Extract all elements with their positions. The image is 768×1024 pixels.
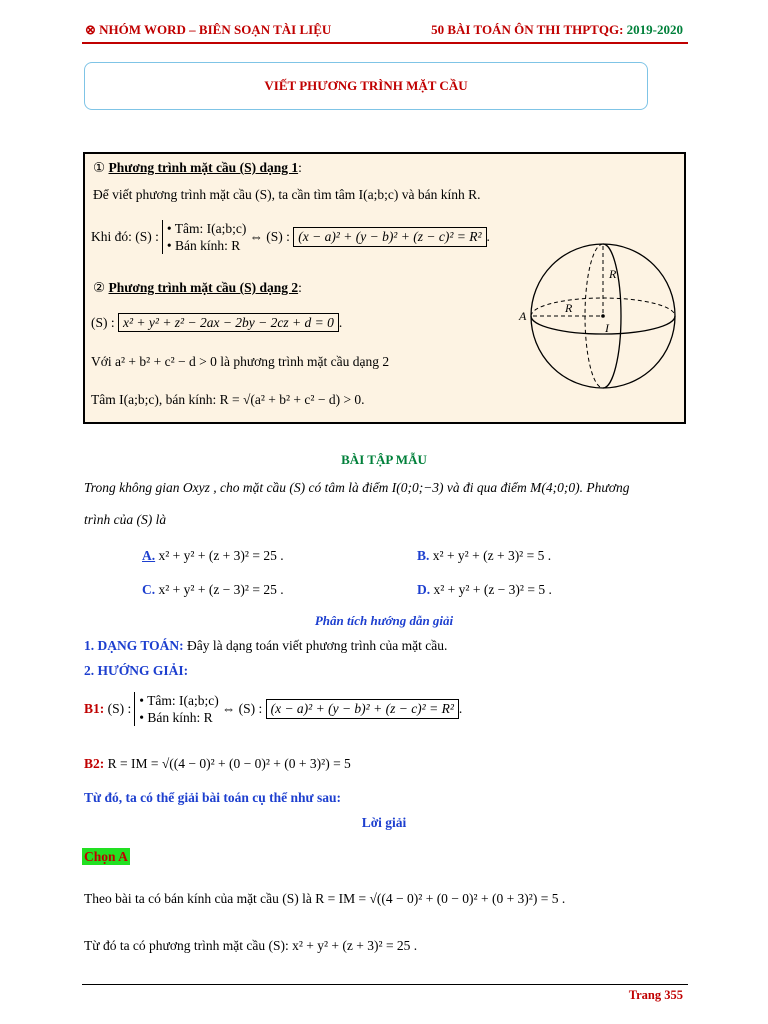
label-a: A [519, 309, 527, 323]
analysis-heading: Phân tích hướng dẫn giải [314, 613, 454, 628]
option-b[interactable] [417, 548, 551, 564]
form2-equation: x² + y² + z² − 2ax − 2by − 2cz + d = 0 [118, 313, 339, 332]
equator-front [531, 316, 675, 334]
form1-heading: Phương trình mặt cầu (S) dạng 1 [108, 160, 299, 175]
header-year: 2019-2020 [626, 22, 683, 37]
type-line [84, 638, 447, 654]
problem-line2: trình của (S) là [84, 512, 167, 527]
solution-heading: Lời giải [361, 815, 407, 830]
khi-do-label: Khi đó: (S) : [91, 229, 159, 244]
option-c-text: x² + y² + (z − 3)² = 25 . [158, 582, 284, 597]
type-text: Đây là dạng toán viết phương trình của mặt cầu. [183, 638, 448, 653]
b2-text: R = IM = √((4 − 0)² + (0 − 0)² + (0 + 3)²) = 5 [107, 756, 351, 771]
label-i: I [605, 321, 609, 335]
option-b-text: x² + y² + (z + 3)² = 5 . [432, 548, 552, 563]
equiv-label: ⇔ (S) : [249, 229, 290, 244]
b1-radius: • Bán kính: R [139, 710, 213, 725]
option-d-text: x² + y² + (z − 3)² = 5 . [433, 582, 552, 597]
center-point [601, 314, 605, 318]
form2-number: ② [93, 280, 106, 295]
form1-system: Khi đó: (S) : • Tâm: I(a;b;c) • Bán kính: R ⇔ (S) : (x − a)² + (y − b)² + (z − c)² = R² . [91, 221, 490, 253]
b1-line: B1: (S) : • Tâm: I(a;b;c) • Bán kính: R ⇔ (S) : (x − a)² + (y − b)² + (z − c)² = R² . [84, 693, 463, 725]
form1-line1: Để viết phương trình mặt cầu (S), ta cần tìm tâm I(a;b;c) và bán kính R. [93, 187, 481, 202]
form2-heading-line: ② Phương trình mặt cầu (S) dạng 2: [93, 280, 302, 295]
page-title: VIẾT PHƯƠNG TRÌNH MẶT CẦU [84, 62, 648, 110]
header-divider [82, 42, 688, 44]
label-r-horizontal: R [565, 301, 573, 315]
approach-label: 2. HƯỚNG GIẢI: [84, 663, 189, 678]
b1-label: B1: [84, 701, 105, 716]
header-right-prefix: 50 BÀI TOÁN ÔN THI THPTQG: [431, 22, 624, 37]
b1-center: • Tâm: I(a;b;c) [139, 693, 219, 708]
form1-equation: (x − a)² + (y − b)² + (z − c)² = R² [293, 227, 486, 247]
b1-equiv: ⇔ (S) : [221, 701, 263, 716]
conclusion: Từ đó, ta có thể giải bài toán cụ thể như sau: [84, 790, 341, 805]
option-c[interactable] [142, 582, 284, 598]
example-heading: BÀI TẬP MẪU [341, 452, 427, 467]
option-d-label: D. [417, 582, 431, 597]
header-left: ⊗ NHÓM WORD – BIÊN SOẠN TÀI LIỆU [85, 22, 332, 37]
form1-brace [162, 220, 246, 254]
answer-badge [82, 848, 130, 866]
meridian-front [603, 244, 621, 388]
center-item: • Tâm: I(a;b;c) [166, 221, 247, 236]
problem-line1: Trong không gian Oxyz , cho mặt cầu (S) có tâm là điểm I(0;0;−3) và đi qua điểm M(4;0;0). Phương [84, 480, 630, 495]
b1-prefix: (S) : [107, 701, 132, 716]
option-b-label: B. [417, 548, 430, 563]
solution-line2: Từ đó ta có phương trình mặt cầu (S): x² + y² + (z + 3)² = 25 . [84, 938, 418, 953]
b1-equation: (x − a)² + (y − b)² + (z − c)² = R² [266, 699, 459, 719]
solution-line1: Theo bài ta có bán kính của mặt cầu (S) là R = IM = √((4 − 0)² + (0 − 0)² + (0 + 3)²) = 5 . [84, 891, 566, 906]
form2-prefix: (S) : [91, 315, 115, 330]
answer-text: Chọn A [84, 849, 128, 864]
sphere-figure [513, 226, 677, 406]
b2-label: B2: [84, 756, 105, 771]
footer-divider [82, 984, 688, 985]
header-right [431, 22, 683, 38]
center-radius-line: Tâm I(a;b;c), bán kính: R = √(a² + b² + c² − d) > 0. [91, 392, 365, 407]
form2-line: (S) : x² + y² + z² − 2ax − 2by − 2cz + d = 0 . [91, 315, 343, 330]
option-a[interactable] [142, 548, 284, 564]
option-c-label: C. [142, 582, 156, 597]
meridian-back [585, 244, 603, 388]
label-r-vertical: R [609, 267, 617, 281]
form2-condition: Với a² + b² + c² − d > 0 là phương trình mặt cầu dạng 2 [91, 354, 390, 369]
b2-line [84, 756, 351, 772]
option-a-text: x² + y² + (z + 3)² = 25 . [158, 548, 284, 563]
page-number: Trang 355 [628, 988, 683, 1002]
form1-number: ① [93, 160, 106, 175]
option-a-label: A. [142, 548, 156, 563]
radius-item: • Bán kính: R [166, 238, 241, 253]
type-label: 1. DẠNG TOÁN: [84, 638, 184, 653]
form1-heading-line: ① Phương trình mặt cầu (S) dạng 1: [93, 160, 302, 175]
theory-box [83, 152, 686, 424]
option-d[interactable] [417, 582, 552, 598]
equator-back [531, 298, 675, 316]
form2-heading: Phương trình mặt cầu (S) dạng 2 [108, 280, 299, 295]
b1-brace [134, 692, 218, 726]
